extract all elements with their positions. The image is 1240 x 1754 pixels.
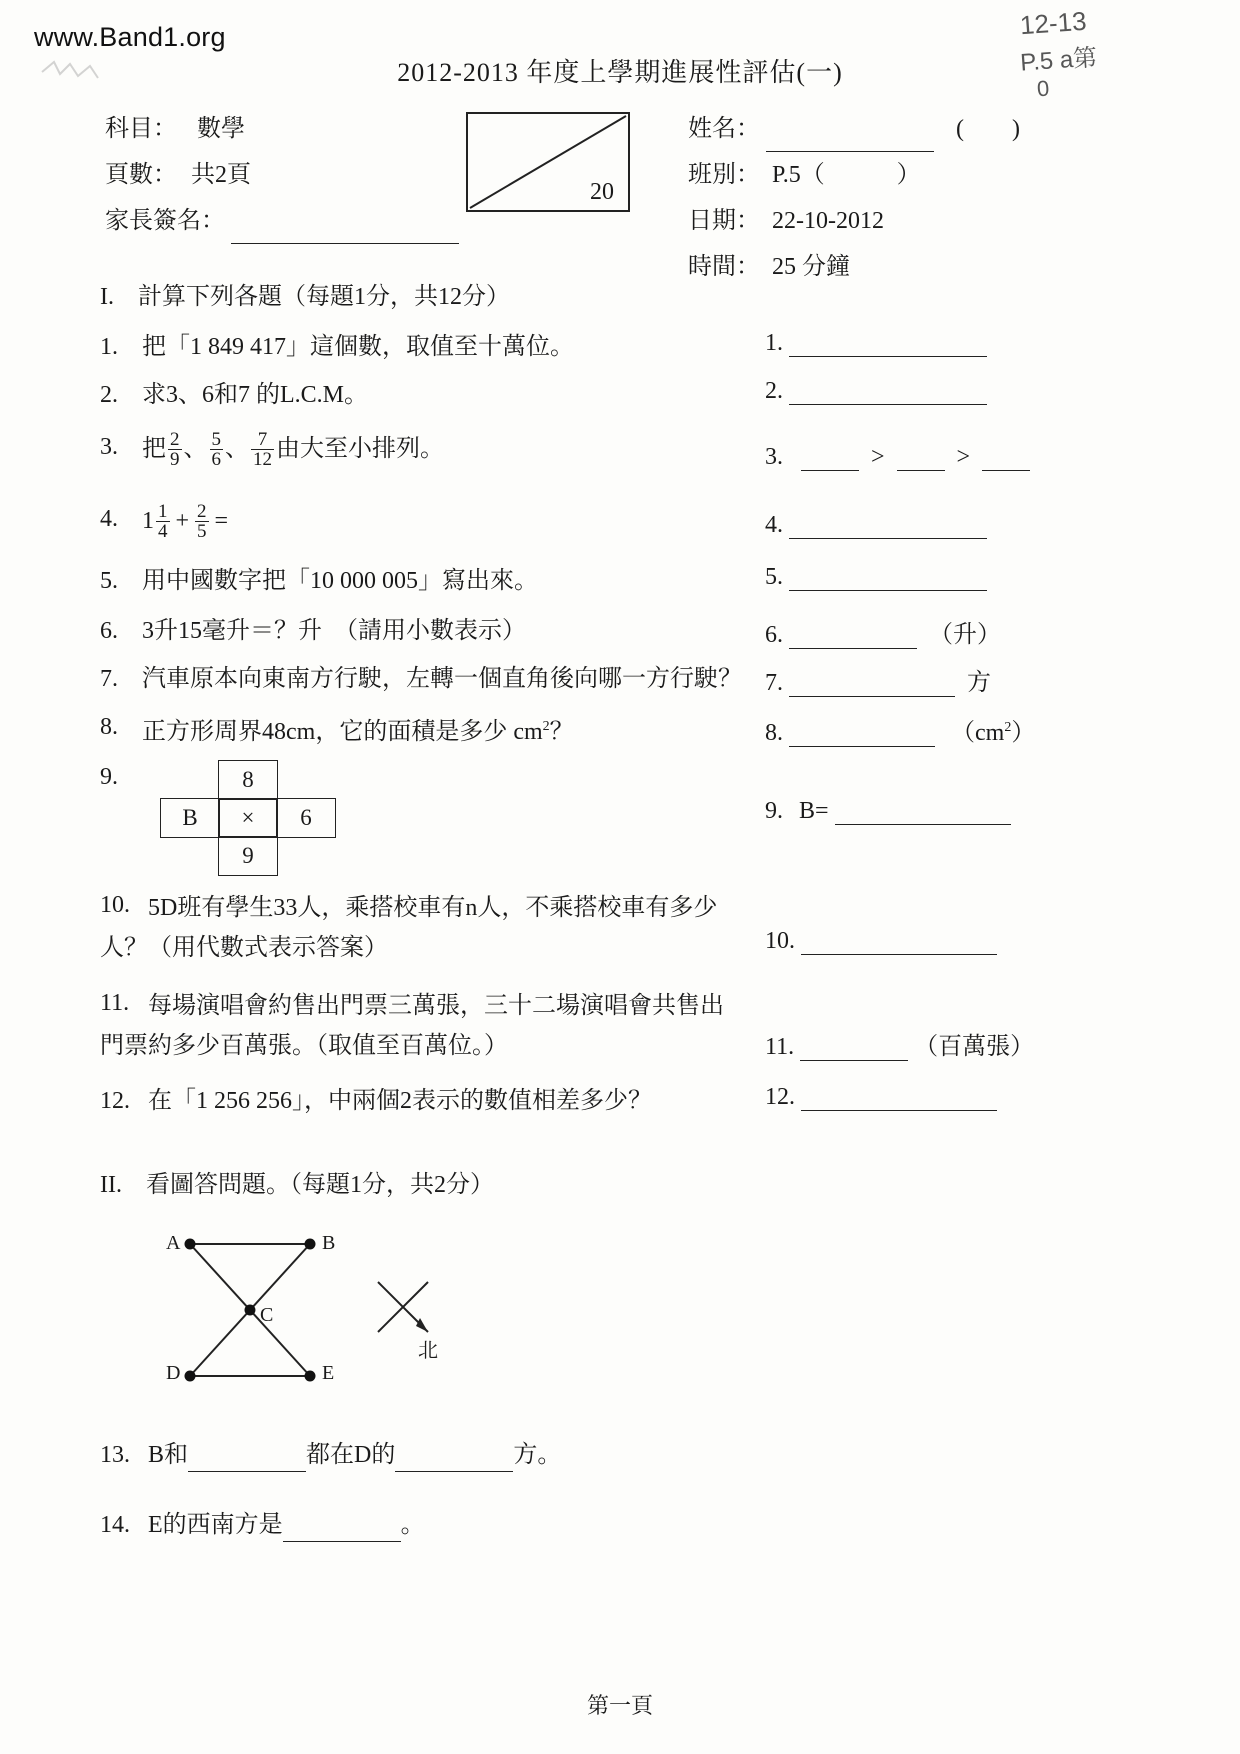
answer-12-field[interactable] — [801, 1084, 997, 1111]
subject-value: 數學 — [197, 116, 245, 142]
question-11-text: 每場演唱會約售出門票三萬張，三十二場演唱會共售出門票約多少百萬張。（取值至百萬位。） — [100, 993, 724, 1059]
time-value: 25 分鐘 — [772, 254, 850, 280]
answer-4 — [765, 512, 987, 539]
answer-7-field[interactable] — [789, 670, 955, 697]
score-box — [466, 112, 630, 212]
answer-2-label: 2. — [765, 378, 783, 404]
question-11 — [100, 986, 740, 1066]
question-3-prefix: 把 — [142, 436, 166, 462]
mixed-number-whole: 1 — [142, 508, 154, 534]
question-14-blank-1[interactable] — [283, 1517, 401, 1542]
question-1-number: 1. — [100, 334, 118, 360]
answer-7-label: 7. — [765, 670, 783, 696]
question-7 — [100, 662, 742, 696]
answer-5-field[interactable] — [789, 564, 987, 591]
subject-row — [105, 106, 459, 152]
page-title: 2012-2013 年度上學期進展性評估(一) — [397, 58, 843, 87]
answer-8 — [765, 712, 1035, 747]
question-2 — [100, 378, 368, 412]
fraction-7-12: $\frac{7}{12}$ — [253, 429, 272, 470]
subject-label: 科目： — [105, 116, 177, 142]
answer-10-field[interactable] — [801, 928, 997, 955]
question-14-part2: 。 — [400, 1512, 425, 1538]
answer-12-label: 12. — [765, 1084, 795, 1110]
question-13-number: 13. — [100, 1442, 130, 1468]
question-7-number: 7. — [100, 666, 118, 692]
answer-6-label: 6. — [765, 622, 783, 648]
question-10 — [100, 888, 740, 968]
handwritten-note-3: 0 — [1036, 75, 1051, 102]
answer-4-label: 4. — [765, 512, 783, 538]
answer-1 — [765, 330, 987, 357]
answer-7 — [765, 662, 991, 697]
question-8-text — [142, 719, 574, 745]
question-5-text: 用中國數字把「10 000 005」寫出來。 — [142, 568, 538, 594]
diagram-point-d-label: D — [166, 1362, 181, 1384]
question-6 — [100, 614, 526, 648]
diagram-point-c-label: C — [260, 1304, 274, 1326]
question-13-part1: B和 — [148, 1442, 189, 1468]
question-14 — [100, 1508, 425, 1542]
grid-cell-bottom: 9 — [218, 836, 278, 876]
answer-4-field[interactable] — [789, 512, 987, 539]
question-12-number: 12. — [100, 1088, 130, 1114]
question-13-text — [148, 1442, 561, 1468]
answer-2-field[interactable] — [789, 378, 987, 405]
question-8-text-post: ？ — [549, 719, 574, 745]
handwritten-note-2: P.5 a第 — [1019, 44, 1099, 77]
answer-3-field-a[interactable] — [801, 446, 859, 471]
date-label: 日期： — [688, 208, 760, 234]
answer-11-unit: （百萬張） — [914, 1034, 1035, 1060]
question-1 — [100, 330, 574, 364]
answer-2 — [765, 378, 987, 405]
info-right-block — [688, 106, 1020, 290]
question-9-number: 9. — [100, 764, 118, 790]
fraction-1-4: $\frac{1}{4}$ — [158, 501, 168, 542]
operator-equals: = — [214, 508, 229, 534]
class-value: P.5（ ） — [772, 162, 921, 188]
north-label: 北 — [418, 1340, 438, 1362]
class-row — [688, 152, 1020, 198]
question-14-number: 14. — [100, 1512, 130, 1538]
fraction-5-6: $\frac{5}{6}$ — [211, 429, 221, 470]
question-3-number: 3. — [100, 434, 118, 460]
name-label: 姓名： — [688, 116, 760, 142]
question-13-blank-1[interactable] — [188, 1447, 306, 1472]
answer-11-field[interactable] — [800, 1034, 908, 1061]
answer-6-unit: （升） — [929, 622, 1001, 648]
grid-cell-top: 8 — [218, 760, 278, 800]
question-12 — [100, 1084, 652, 1118]
answer-3-field-c[interactable] — [982, 446, 1030, 471]
name-field[interactable] — [766, 125, 934, 152]
answer-8-label: 8. — [765, 720, 783, 746]
question-2-number: 2. — [100, 382, 118, 408]
question-6-text: 3升15毫升＝？升 （請用小數表示） — [142, 618, 526, 644]
parent-signature-field[interactable] — [231, 217, 459, 244]
answer-8-unit: $(cm^2)$ — [951, 720, 1036, 746]
date-value: 22-10-2012 — [772, 208, 884, 234]
question-5 — [100, 564, 538, 598]
diagram-point-b-label: B — [322, 1232, 336, 1254]
question-3 — [100, 430, 444, 469]
date-row — [688, 198, 1020, 244]
question-10-number: 10. — [100, 892, 130, 918]
name-suffix: ( ) — [956, 116, 1020, 142]
info-left-block — [105, 106, 459, 244]
answer-3 — [765, 444, 1030, 471]
question-8-text-pre: 正方形周界48cm，它的面積是多少 cm — [142, 719, 543, 745]
pages-row — [105, 152, 459, 198]
question-7-text: 汽車原本向東南方行駛，左轉一個直角後向哪一方行駛？ — [142, 666, 742, 692]
grid-cell-right: 6 — [276, 798, 336, 838]
sep-1: 、 — [183, 436, 208, 462]
question-6-number: 6. — [100, 618, 118, 644]
fraction-2-5: $\frac{2}{5}$ — [197, 501, 207, 542]
parent-signature-label: 家長簽名： — [105, 208, 225, 234]
answer-10-label: 10. — [765, 928, 795, 954]
answer-10 — [765, 928, 997, 955]
page-footer: 第一頁 — [586, 1693, 653, 1718]
answer-1-field[interactable] — [789, 330, 987, 357]
time-row — [688, 244, 1020, 290]
section-heading-2: II. 看圖答問題。（每題1分，共2分） — [100, 1172, 494, 1198]
time-label: 時間： — [688, 254, 760, 280]
sep-2: 、 — [225, 436, 249, 462]
diagram-point-a-label: A — [166, 1232, 181, 1254]
site-url: www.Band1.org — [34, 22, 226, 52]
answer-11-label: 11. — [765, 1034, 795, 1060]
answer-1-label: 1. — [765, 330, 783, 356]
question-1-text: 把「1 849 417」這個數，取值至十萬位。 — [142, 334, 574, 360]
question-4-number: 4. — [100, 506, 118, 532]
question-4 — [100, 502, 228, 541]
question-13 — [100, 1438, 561, 1472]
answer-12 — [765, 1084, 997, 1111]
pages-label: 頁數： — [105, 162, 177, 188]
pages-value: 共2頁 — [191, 162, 251, 188]
answer-11 — [765, 1026, 1034, 1061]
answer-9 — [765, 798, 1011, 825]
question-2-text: 求3、6和7 的L.C.M。 — [142, 382, 369, 408]
question-13-part2: 都在D的 — [306, 1442, 396, 1468]
answer-3-gt-1: > — [871, 444, 885, 470]
answer-6 — [765, 614, 1001, 649]
question-13-part3: 方。 — [513, 1442, 562, 1468]
answer-3-gt-2: > — [956, 444, 971, 470]
diagram-point-e-label: E — [322, 1362, 335, 1384]
name-row — [688, 106, 1020, 152]
score-box-total: 20 — [590, 179, 614, 205]
answer-8-field[interactable] — [789, 720, 935, 747]
answer-6-field[interactable] — [789, 622, 917, 649]
question-5-number: 5. — [100, 568, 118, 594]
question-13-blank-2[interactable] — [395, 1447, 513, 1472]
direction-diagram — [160, 1230, 580, 1390]
question-8 — [100, 710, 574, 749]
answer-3-field-b[interactable] — [897, 446, 945, 471]
fraction-2-9: $\frac{2}{9}$ — [170, 429, 180, 470]
question-3-text — [142, 429, 444, 470]
answer-5-label: 5. — [765, 564, 783, 590]
answer-9-prefix: B= — [799, 798, 829, 824]
question-12-text: 在「1 256 256」，中兩個2表示的數值相差多少？ — [148, 1088, 652, 1114]
answer-5 — [765, 564, 987, 591]
question-10-text: 5D班有學生33人，乘搭校車有n人，不乘搭校車有多少人？（用代數式表示答案） — [100, 895, 718, 961]
grid-cell-left: B — [160, 798, 220, 838]
operator-plus: + — [175, 508, 190, 534]
question-4-text — [142, 501, 229, 542]
question-3-suffix: 由大至小排列。 — [276, 436, 444, 462]
grid-cell-center: × — [218, 798, 278, 838]
answer-9-field[interactable] — [835, 798, 1011, 825]
question-14-text — [148, 1512, 425, 1538]
answer-9-label: 9. — [765, 798, 783, 824]
class-label: 班別： — [688, 162, 760, 188]
answer-3-label: 3. — [765, 444, 783, 470]
answer-7-unit: 方 — [967, 670, 991, 696]
question-8-number: 8. — [100, 714, 118, 740]
question-8-superscript: 2 — [542, 719, 550, 734]
handwritten-note-1: 12-13 — [1018, 5, 1088, 41]
direction-diagram-svg — [160, 1230, 580, 1390]
parent-signature-row — [105, 198, 459, 244]
question-14-part1: E的西南方是 — [148, 1512, 283, 1538]
question-11-number: 11. — [100, 990, 130, 1016]
section-heading-1: I. 計算下列各題（每題1分，共12分） — [100, 284, 510, 310]
